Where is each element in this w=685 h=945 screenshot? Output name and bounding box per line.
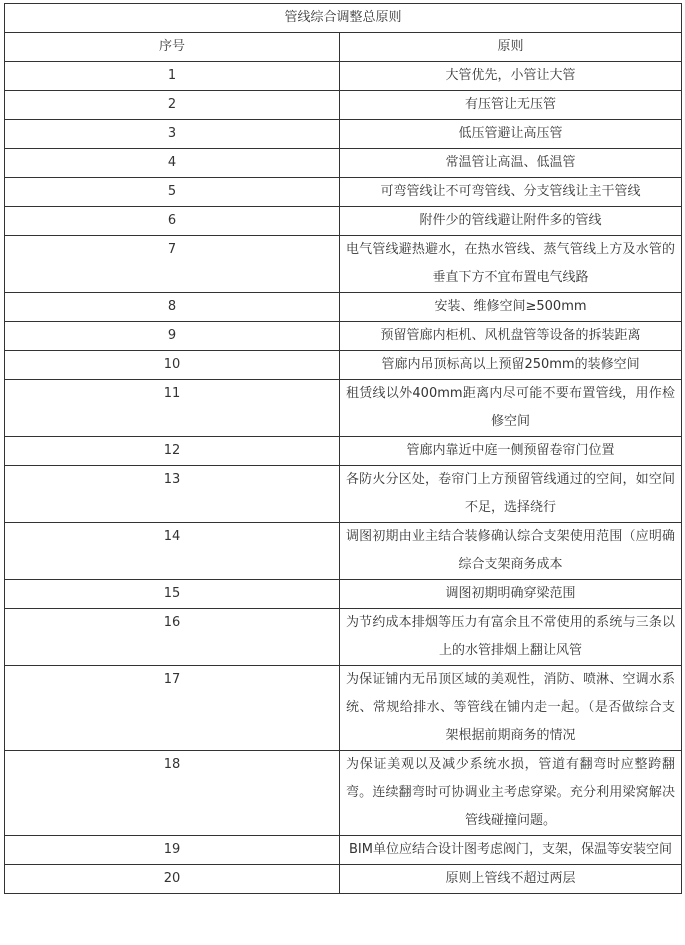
row-number: 6: [5, 207, 340, 236]
row-rule: 为节约成本排烟等压力有富余且不常使用的系统与三条以上的水管排烟上翻让风管: [340, 609, 682, 666]
table-row: [5, 523, 682, 580]
row-number: 14: [5, 523, 340, 580]
row-number: 11: [5, 380, 340, 437]
row-rule: 为保证美观以及减少系统水损，管道有翻弯时应整跨翻弯。连续翻弯时可协调业主考虑穿梁。充分利用梁窝解决管线碰撞问题。: [340, 751, 682, 836]
table-row: [5, 609, 682, 666]
row-number: 13: [5, 466, 340, 523]
table-row: [5, 62, 682, 91]
row-rule: 预留管廊内柜机、风机盘管等设备的拆装距离: [340, 322, 682, 351]
row-rule: 安装、维修空间≥500mm: [340, 293, 682, 322]
column-header-rule: 原则: [340, 33, 682, 62]
row-rule: BIM单位应结合设计图考虑阀门，支架，保温等安装空间: [340, 836, 682, 865]
table-row: [5, 91, 682, 120]
row-number: 5: [5, 178, 340, 207]
row-rule: 调图初期由业主结合装修确认综合支架使用范围（应明确综合支架商务成本: [340, 523, 682, 580]
table-row: [5, 236, 682, 293]
table-title-row: [5, 4, 682, 33]
table-row: [5, 836, 682, 865]
row-number: 10: [5, 351, 340, 380]
row-number: 12: [5, 437, 340, 466]
row-number: 3: [5, 120, 340, 149]
row-rule: 原则上管线不超过两层: [340, 865, 682, 894]
table-row: [5, 207, 682, 236]
table-row: [5, 751, 682, 836]
table-row: [5, 437, 682, 466]
row-number: 17: [5, 666, 340, 751]
row-rule: 可弯管线让不可弯管线、分支管线让主干管线: [340, 178, 682, 207]
row-rule: 低压管避让高压管: [340, 120, 682, 149]
table-row: [5, 322, 682, 351]
table-row: [5, 120, 682, 149]
table-header-row: [5, 33, 682, 62]
table-row: [5, 666, 682, 751]
table-row: [5, 351, 682, 380]
row-number: 4: [5, 149, 340, 178]
column-header-index: 序号: [5, 33, 340, 62]
table-row: [5, 865, 682, 894]
row-number: 15: [5, 580, 340, 609]
row-number: 16: [5, 609, 340, 666]
principles-table: [4, 3, 682, 894]
table-row: [5, 178, 682, 207]
row-rule: 电气管线避热避水，在热水管线、蒸气管线上方及水管的垂直下方不宜布置电气线路: [340, 236, 682, 293]
row-number: 20: [5, 865, 340, 894]
row-number: 8: [5, 293, 340, 322]
row-rule: 调图初期明确穿梁范围: [340, 580, 682, 609]
row-number: 1: [5, 62, 340, 91]
row-number: 2: [5, 91, 340, 120]
table-row: [5, 466, 682, 523]
table-row: [5, 149, 682, 178]
row-rule: 租赁线以外400mm距离内尽可能不要布置管线，用作检修空间: [340, 380, 682, 437]
row-rule: 各防火分区处，卷帘门上方预留管线通过的空间，如空间不足，选择绕行: [340, 466, 682, 523]
row-rule: 为保证铺内无吊顶区域的美观性，消防、喷淋、空调水系统、常规给排水、等管线在铺内走一起。（是否做综合支架根据前期商务的情况: [340, 666, 682, 751]
row-rule: 管廊内靠近中庭一侧预留卷帘门位置: [340, 437, 682, 466]
table-row: [5, 380, 682, 437]
row-number: 9: [5, 322, 340, 351]
row-number: 7: [5, 236, 340, 293]
table-row: [5, 293, 682, 322]
row-rule: 管廊内吊顶标高以上预留250mm的装修空间: [340, 351, 682, 380]
table-title: 管线综合调整总原则: [5, 4, 682, 33]
row-rule: 大管优先，小管让大管: [340, 62, 682, 91]
row-rule: 常温管让高温、低温管: [340, 149, 682, 178]
row-number: 18: [5, 751, 340, 836]
table-row: [5, 580, 682, 609]
row-rule: 有压管让无压管: [340, 91, 682, 120]
row-number: 19: [5, 836, 340, 865]
row-rule: 附件少的管线避让附件多的管线: [340, 207, 682, 236]
